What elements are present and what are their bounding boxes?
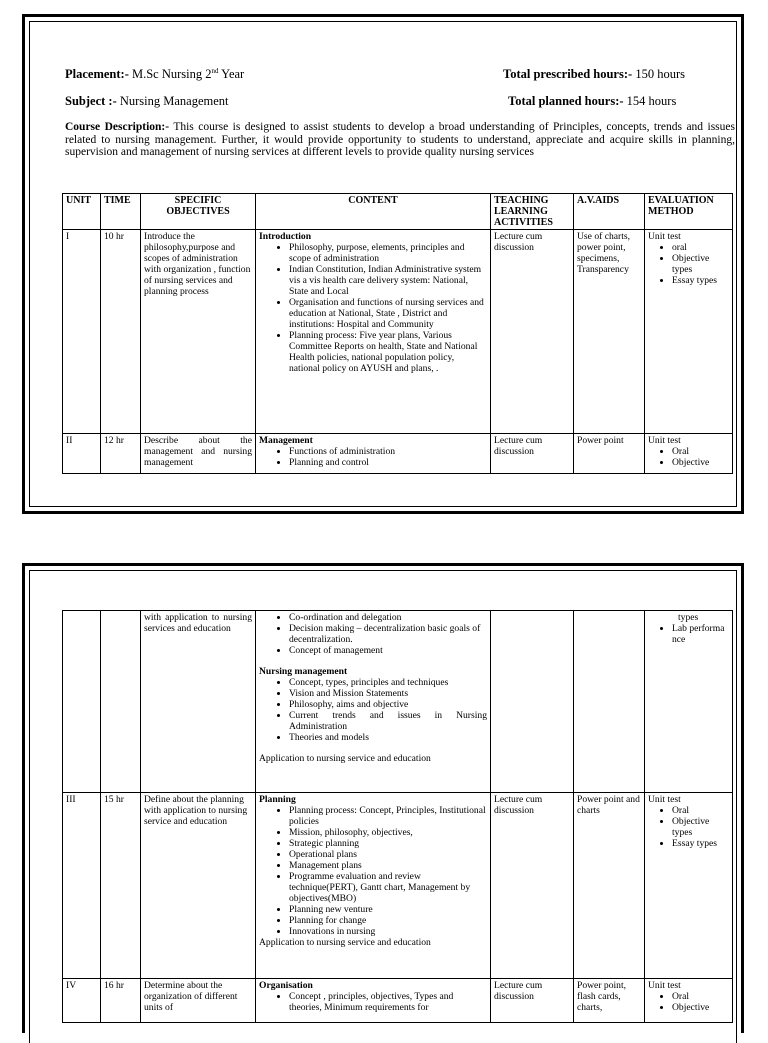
teaching-cell: Lecture cum discussion xyxy=(491,793,574,979)
list-item: • Organisation and functions of nursing services and education at National, State , District and institutions: Hospital and Community xyxy=(289,297,487,330)
table-row xyxy=(63,793,733,979)
subject-line xyxy=(65,94,229,109)
list-item: • Co-ordination and delegation xyxy=(289,612,487,623)
content-list xyxy=(259,805,487,937)
total-planned-value: 154 hours xyxy=(623,94,677,108)
av-aids-cell xyxy=(574,611,645,793)
content-tail: Application to nursing service and education xyxy=(259,937,431,948)
list-item: • Decision making – decentralization basic goals of decentralization. xyxy=(289,623,487,645)
teaching-cell: Lecture cum discussion xyxy=(491,434,574,474)
list-item: • Theories and models xyxy=(289,732,487,743)
objectives-cell: with application to nursing services and education xyxy=(141,611,256,793)
content-section-title: Planning xyxy=(259,794,296,805)
total-prescribed-label: Total prescribed hours:- xyxy=(503,67,633,81)
list-item: • oral xyxy=(672,242,729,253)
list-item: • Philosophy, aims and objective xyxy=(289,699,487,710)
av-aids-cell: Power point, flash cards, charts, xyxy=(574,979,645,1023)
evaluation-list xyxy=(648,242,729,286)
table-row xyxy=(63,230,733,434)
list-item: • Operational plans xyxy=(289,849,487,860)
teaching-cell: Lecture cum discussion xyxy=(491,230,574,434)
av-aids-cell: Power point and charts xyxy=(574,793,645,979)
list-item: • Planning process: Concept, Principles, Institutional policies xyxy=(289,805,487,827)
evaluation-title: Unit test xyxy=(648,980,681,991)
list-item: • Innovations in nursing xyxy=(289,926,487,937)
objectives-cell: Introduce the philosophy,purpose and scopes of administration with organization , function of nursing services and planning process xyxy=(141,230,256,434)
evaluation-cell xyxy=(645,230,733,434)
col-header-av-aids: A.V.AIDS xyxy=(574,194,645,230)
evaluation-cell xyxy=(645,611,733,793)
evaluation-title: Unit test xyxy=(648,435,681,446)
list-item: • Philosophy, purpose, elements, principles and scope of administration xyxy=(289,242,487,264)
list-item: • Functions of administration xyxy=(289,446,487,457)
course-table-page-2 xyxy=(62,610,733,1023)
list-item: • Lab performa nce xyxy=(672,623,729,645)
content-section-title: Management xyxy=(259,435,313,446)
content-tail: Application to nursing service and education xyxy=(259,753,431,764)
unit-cell: I xyxy=(63,230,101,434)
evaluation-title: Unit test xyxy=(648,794,681,805)
list-item: • Objective types xyxy=(672,253,729,275)
unit-cell: II xyxy=(63,434,101,474)
av-aids-cell: Use of charts, power point, specimens, Transparency xyxy=(574,230,645,434)
total-planned-line xyxy=(508,94,676,109)
table-row xyxy=(63,611,733,793)
time-cell: 10 hr xyxy=(101,230,141,434)
placement-value: M.Sc Nursing 2 xyxy=(128,67,212,82)
placement-label: Placement:- xyxy=(65,67,129,82)
list-item: • Programme evaluation and review technique(PERT), Gantt chart, Management by objectives(MBO) xyxy=(289,871,487,904)
list-item: • Planning new venture xyxy=(289,904,487,915)
objectives-cell: Define about the planning with application to nursing service and education xyxy=(141,793,256,979)
time-cell: 12 hr xyxy=(101,434,141,474)
placement-sup: nd xyxy=(211,67,219,75)
objectives-cell: Describe about the management and nursing management xyxy=(141,434,256,474)
list-item: • Current trends and issues in Nursing Administration xyxy=(289,710,487,732)
list-item: • Planning for change xyxy=(289,915,487,926)
course-desc-label: Course Description:- xyxy=(65,121,170,133)
table-row xyxy=(63,979,733,1023)
evaluation-cell xyxy=(645,793,733,979)
av-aids-cell: Power point xyxy=(574,434,645,474)
list-item: • Essay types xyxy=(672,275,729,286)
content-cell xyxy=(256,434,491,474)
list-item: • Management plans xyxy=(289,860,487,871)
evaluation-cell xyxy=(645,434,733,474)
list-item: • Strategic planning xyxy=(289,838,487,849)
evaluation-cell xyxy=(645,979,733,1023)
content-list xyxy=(259,612,487,656)
content-list xyxy=(259,991,487,1013)
total-prescribed-line xyxy=(503,67,685,82)
list-item: • Essay types xyxy=(672,838,729,849)
col-header-evaluation: EVALUATION METHOD xyxy=(645,194,733,230)
time-cell: 15 hr xyxy=(101,793,141,979)
document-page-2 xyxy=(22,563,744,1033)
teaching-cell xyxy=(491,611,574,793)
table-header-row xyxy=(63,194,733,230)
unit-cell xyxy=(63,611,101,793)
subject-value: Nursing Management xyxy=(116,94,229,108)
list-item: • Oral xyxy=(672,805,729,816)
time-cell: 16 hr xyxy=(101,979,141,1023)
list-item: • Mission, philosophy, objectives, xyxy=(289,827,487,838)
course-table-page-1 xyxy=(62,193,733,474)
list-item: • Indian Constitution, Indian Administrative system vis a vis health care delivery system: National, State and Local xyxy=(289,264,487,297)
total-prescribed-value: 150 hours xyxy=(632,67,685,81)
content-list xyxy=(259,677,487,743)
evaluation-continued: types xyxy=(678,612,699,623)
content-section-title: Introduction xyxy=(259,231,312,242)
total-planned-label: Total planned hours:- xyxy=(508,94,624,108)
list-item: • Objective xyxy=(672,1002,729,1013)
document-page-1 xyxy=(22,14,744,514)
evaluation-title: Unit test xyxy=(648,231,681,242)
content-cell xyxy=(256,979,491,1023)
evaluation-list xyxy=(648,805,729,849)
teaching-cell: Lecture cum discussion xyxy=(491,979,574,1023)
subject-label: Subject :- xyxy=(65,94,117,108)
col-header-objectives: SPECIFIC OBJECTIVES xyxy=(141,194,256,230)
content-cell xyxy=(256,230,491,434)
list-item: • Objective types xyxy=(672,816,729,838)
list-item: • Objective xyxy=(672,457,729,468)
content-cell xyxy=(256,611,491,793)
list-item: • Concept , principles, objectives, Types and theories, Minimum requirements for xyxy=(289,991,487,1013)
list-item: • Planning process: Five year plans, Various Committee Reports on health, State and National Health policies, national population policy, national policy on AYUSH and plans, . xyxy=(289,330,487,374)
unit-cell: III xyxy=(63,793,101,979)
course-desc-text: This course is designed to assist students to develop a broad understanding of Principles, concepts, trends and issues related to nursing management. Further, it would provide opportunity to students to understand, appreciate and acquire skills in planning, supervision and management of nursing services at different levels to provide quality nursing services xyxy=(65,121,735,159)
list-item: • Concept of management xyxy=(289,645,487,656)
list-item: • Vision and Mission Statements xyxy=(289,688,487,699)
course-description xyxy=(65,121,735,159)
time-cell xyxy=(101,611,141,793)
content-list xyxy=(259,446,487,468)
col-header-content: CONTENT xyxy=(256,194,491,230)
list-item: • Concept, types, principles and techniques xyxy=(289,677,487,688)
table-row xyxy=(63,434,733,474)
content-section-title: Nursing management xyxy=(259,666,348,677)
evaluation-list xyxy=(648,446,729,468)
col-header-unit: UNIT xyxy=(63,194,101,230)
col-header-teaching: TEACHING LEARNING ACTIVITIES xyxy=(491,194,574,230)
unit-cell: IV xyxy=(63,979,101,1023)
content-cell xyxy=(256,793,491,979)
evaluation-list xyxy=(648,991,729,1013)
content-list xyxy=(259,242,487,374)
objectives-cell: Determine about the organization of different units of xyxy=(141,979,256,1023)
list-item: • Oral xyxy=(672,446,729,457)
placement-tail: Year xyxy=(218,67,245,82)
col-header-time: TIME xyxy=(101,194,141,230)
content-section-title: Organisation xyxy=(259,980,313,991)
evaluation-list xyxy=(648,623,729,645)
list-item: • Planning and control xyxy=(289,457,487,468)
list-item: • Oral xyxy=(672,991,729,1002)
placement-line xyxy=(65,67,244,82)
